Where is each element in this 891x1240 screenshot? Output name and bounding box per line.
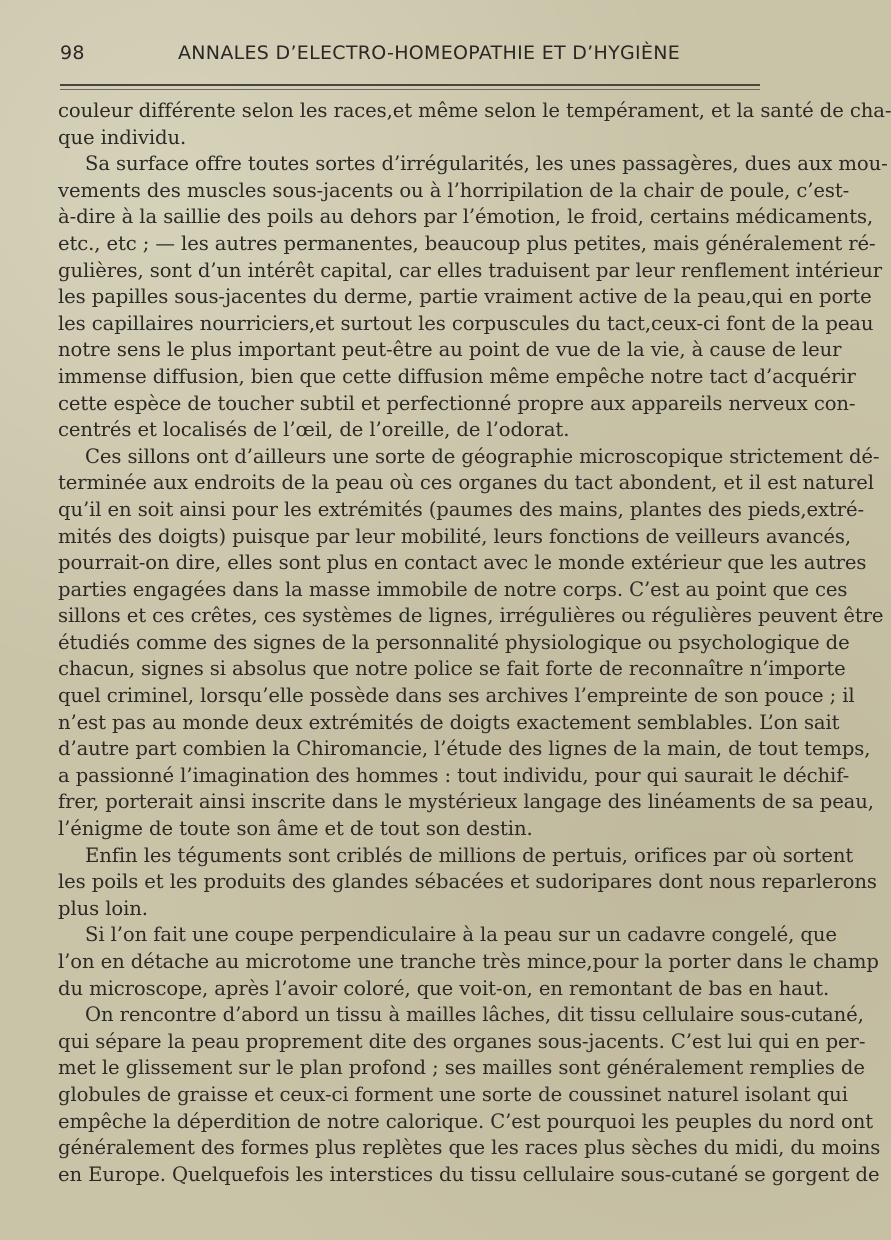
text-line: Si l’on fait une coupe perpendiculaire à la peau sur un cadavre congelé, que bbox=[85, 923, 837, 947]
text-line: généralement des formes plus replètes que les races plus sèches du midi, du moins bbox=[58, 1136, 881, 1160]
text-line: empêche la déperdition de notre calorique. C’est pourquoi les peuples du nord ont bbox=[58, 1109, 874, 1133]
text-line: notre sens le plus important peut-être au point de vue de la vie, à cause de leur bbox=[58, 338, 842, 362]
text-line: sillons et ces crêtes, ces systèmes de lignes, irrégulières ou régulières peuvent être bbox=[58, 604, 884, 628]
text-line: globules de graisse et ceux-ci forment une sorte de coussinet naturel isolant qui bbox=[58, 1082, 848, 1106]
body-text bbox=[58, 98, 891, 1188]
text-line: à-dire à la saillie des poils au dehors par l’émotion, le froid, certains médicaments, bbox=[58, 205, 874, 229]
text-line: frer, porterait ainsi inscrite dans le mystérieux langage des linéaments de sa peau, bbox=[58, 790, 874, 814]
text-line: plus loin. bbox=[58, 896, 148, 920]
text-line: l’on en détache au microtome une tranche très mince,pour la porter dans le champ bbox=[58, 950, 879, 973]
text-line: vements des muscles sous-jacents ou à l’horripilation de la chair de poule, c’est- bbox=[58, 178, 850, 202]
text-line: Sa surface offre toutes sortes d’irrégularités, les unes passagères, dues aux mou- bbox=[85, 152, 888, 176]
text-line: Ces sillons ont d’ailleurs une sorte de géographie microscopique strictement dé- bbox=[85, 444, 880, 468]
text-line: qui sépare la peau proprement dite des organes sous-jacents. C’est lui qui en per- bbox=[58, 1029, 866, 1053]
text-line: couleur différente selon les races,et même selon le tempérament, et la santé de cha- bbox=[58, 99, 891, 122]
text-line: a passionné l’imagination des hommes : tout individu, pour qui saurait le déchif- bbox=[58, 763, 850, 787]
text-line: les capillaires nourriciers,et surtout les corpuscules du tact,ceux-ci font de la peau bbox=[58, 311, 874, 335]
text-line: que individu. bbox=[58, 125, 187, 149]
text-line: l’énigme de toute son âme et de tout son destin. bbox=[58, 817, 533, 841]
text-line: les papilles sous-jacentes du derme, partie vraiment active de la peau,qui en porte bbox=[58, 285, 872, 309]
text-line: quel criminel, lorsqu’elle possède dans ses archives l’empreinte de son pouce ; il bbox=[58, 684, 855, 708]
header-rule bbox=[60, 84, 760, 86]
text-line: gulières, sont d’un intérêt capital, car elles traduisent par leur renflement intérieur bbox=[58, 258, 883, 282]
text-line: étudiés comme des signes de la personnalité physiologique ou psychologique de bbox=[58, 630, 850, 654]
text-line: qu’il en soit ainsi pour les extrémités (paumes des mains, plantes des pieds,extré- bbox=[58, 497, 865, 521]
text-line: pourrait-on dire, elles sont plus en contact avec le monde extérieur que les autres bbox=[58, 551, 867, 575]
text-line: immense diffusion, bien que cette diffusion même empêche notre tact d’acquérir bbox=[58, 364, 856, 388]
text-line: en Europe. Quelquefois les interstices du tissu cellulaire sous-cutané se gorgent de bbox=[58, 1162, 880, 1186]
text-line: centrés et localisés de l’œil, de l’oreille, de l’odorat. bbox=[58, 418, 570, 442]
text-line: du microscope, après l’avoir coloré, que voit-on, en remontant de bas en haut. bbox=[58, 976, 830, 1000]
header-rule-thin bbox=[60, 89, 760, 90]
text-line: cette espèce de toucher subtil et perfectionné propre aux appareils nerveux con- bbox=[58, 391, 856, 415]
text-line: mités des doigts) puisque par leur mobilité, leurs fonctions de veilleurs avancés, bbox=[58, 524, 851, 548]
text-line: Enfin les téguments sont criblés de millions de pertuis, orifices par où sortent bbox=[85, 843, 854, 867]
text-line: n’est pas au monde deux extrémités de doigts exactement semblables. L’on sait bbox=[58, 710, 840, 734]
text-line: met le glissement sur le plan profond ; ses mailles sont généralement remplies de bbox=[58, 1056, 865, 1080]
text-line: d’autre part combien la Chiromancie, l’étude des lignes de la main, de tout temps, bbox=[58, 737, 871, 761]
running-title: ANNALES D’ELECTRO-HOMEOPATHIE ET D’HYGIÈNE bbox=[178, 42, 681, 64]
page-number: 98 bbox=[60, 42, 85, 64]
text-line: les poils et les produits des glandes sébacées et sudoripares dont nous reparlerons bbox=[58, 870, 877, 894]
text-line: parties engagées dans la masse immobile de notre corps. C’est au point que ces bbox=[58, 577, 848, 601]
running-header bbox=[60, 42, 760, 78]
text-line: chacun, signes si absolus que notre police se fait forte de reconnaître n’importe bbox=[58, 657, 846, 681]
text-line: On rencontre d’abord un tissu à mailles lâches, dit tissu cellulaire sous-cutané, bbox=[85, 1003, 864, 1027]
text-line: terminée aux endroits de la peau où ces organes du tact abondent, et il est naturel bbox=[58, 471, 874, 495]
text-line: etc., etc ; — les autres permanentes, beaucoup plus petites, mais généralement ré- bbox=[58, 231, 876, 255]
